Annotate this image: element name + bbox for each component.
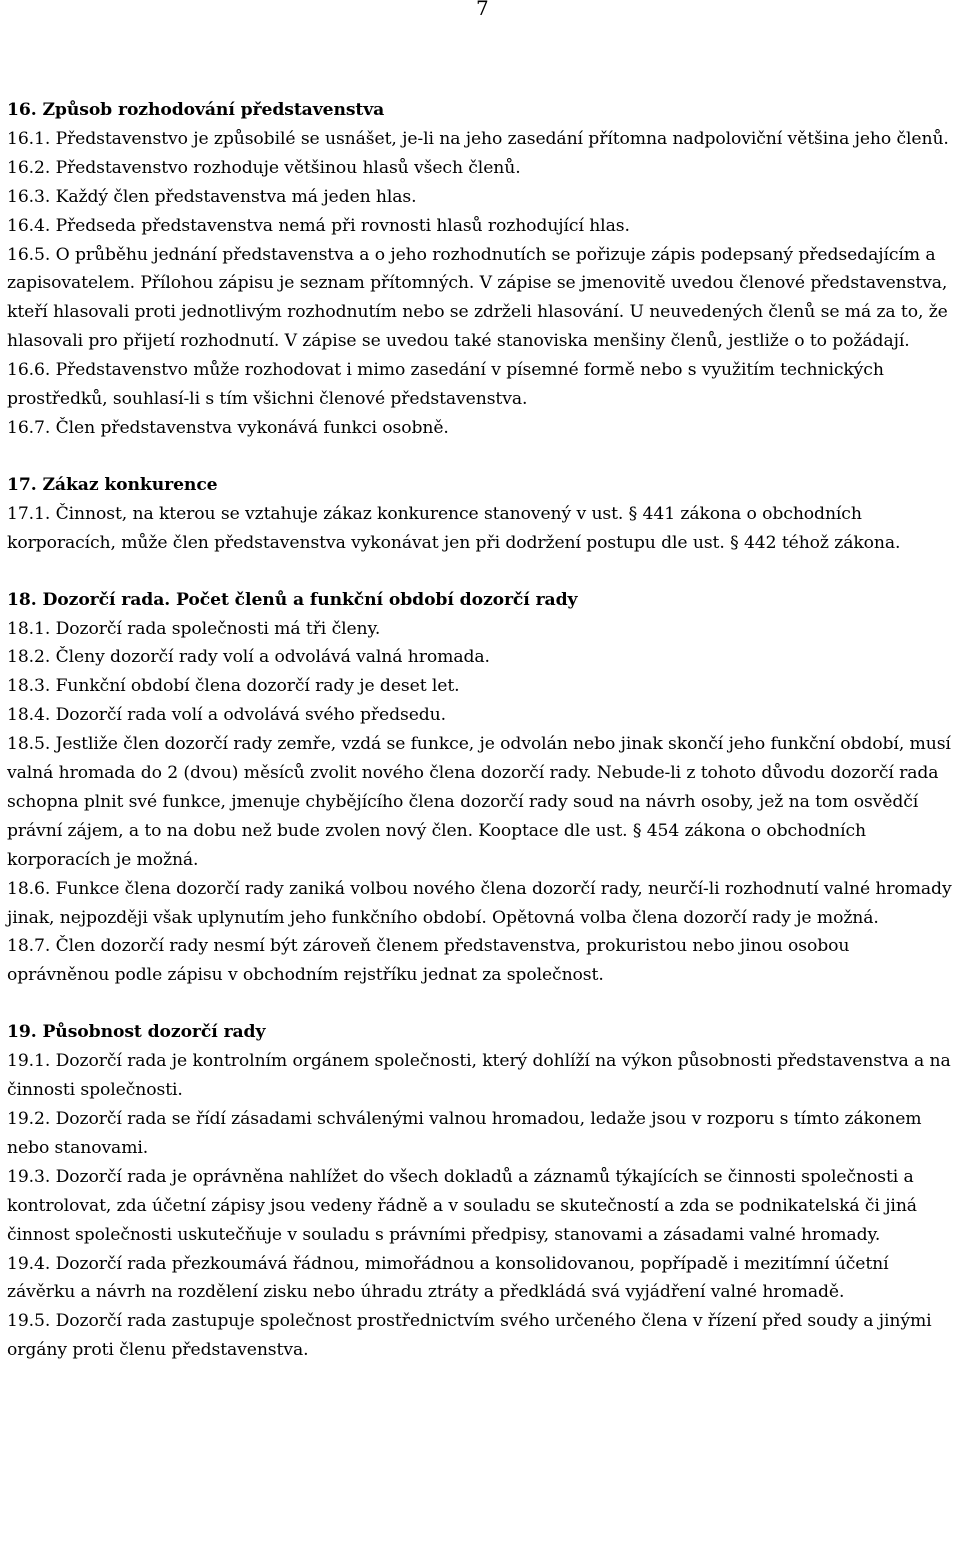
clause: 16.1. Představenstvo je způsobilé se usnášet, je-li na jeho zasedání přítomna nadpoloviční většina jeho členů. — [7, 128, 949, 149]
clause: 18.2. Členy dozorčí rady volí a odvolává valná hromada. — [7, 647, 490, 668]
section-title: 18. Dozorčí rada. Počet členů a funkční období dozorčí rady — [7, 589, 578, 610]
clause: 16.4. Předseda představenstva nemá při rovnosti hlasů rozhodující hlas. — [7, 215, 630, 236]
clause: 16.5. O průběhu jednání představenstva a o jeho rozhodnutích se pořizuje zápis podepsaný předsedajícím a zapisovatelem. Přílohou zápisu je seznam přítomných. V zápise se jmenovitě uvedou členové představenstva, kteří hlasovali proti jednotlivým rozhodnutím nebo se zdrželi hlasování. U neuvedených členů se má za to, že hlasovali pro přijetí rozhodnutí. V zápise se uvedou také stanoviska menšiny členů, jestliže o to požádají. — [7, 244, 948, 352]
clause: 19.1. Dozorčí rada je kontrolním orgánem společnosti, který dohlíží na výkon působnosti představenstva a na činnosti společnosti. — [7, 1051, 951, 1101]
clause: 19.3. Dozorčí rada je oprávněna nahlížet do všech dokladů a záznamů týkajících se činnosti společnosti a kontrolovat, zda účetní zápisy jsou vedeny řádně a v souladu se skutečností a zda se podnikatelská či jiná činnost společnosti uskutečňuje v souladu s právními předpisy, stanovami a zásadami valné hromady. — [7, 1166, 917, 1245]
clause: 16.6. Představenstvo může rozhodovat i mimo zasedání v písemné formě nebo s využitím technických prostředků, souhlasí-li s tím všichni členové představenstva. — [7, 360, 884, 410]
clause: 16.7. Člen představenstva vykonává funkci osobně. — [7, 417, 449, 438]
section-gap — [7, 443, 955, 471]
section-16 — [7, 96, 955, 443]
clause: 18.1. Dozorčí rada společnosti má tři členy. — [7, 618, 381, 639]
section-title: 19. Působnost dozorčí rady — [7, 1022, 266, 1043]
clause: 16.3. Každý člen představenstva má jeden hlas. — [7, 186, 417, 207]
clause: 18.4. Dozorčí rada volí a odvolává svého předsedu. — [7, 705, 447, 726]
section-18 — [7, 586, 955, 991]
clause: 18.7. Člen dozorčí rady nesmí být zároveň členem představenstva, prokuristou nebo jinou osobou oprávněnou podle zápisu v obchodním rejstříku jednat za společnost. — [7, 936, 850, 986]
page-number: 7 — [476, 0, 489, 20]
document-body — [7, 96, 955, 1365]
section-19 — [7, 1018, 955, 1365]
clause: 19.2. Dozorčí rada se řídí zásadami schválenými valnou hromadou, ledaže jsou v rozporu s tímto zákonem nebo stanovami. — [7, 1109, 922, 1158]
clause: 18.5. Jestliže člen dozorčí rady zemře, vzdá se funkce, je odvolán nebo jinak skončí jeho funkční období, musí valná hromada do 2 (dvou) měsíců zvolit nového člena dozorčí rady. Nebude-li z tohoto důvodu dozorčí rada schopna plnit své funkce, jmenuje chybějícího člena dozorčí rady soud na návrh osoby, jež na tom osvědčí právní zájem, a to na dobu než bude zvolen nový člen. Kooptace dle ust. § 454 zákona o obchodních korporacích je možná. — [7, 734, 951, 870]
clause: 18.6. Funkce člena dozorčí rady zaniká volbou nového člena dozorčí rady, neurčí-li rozhodnutí valné hromady jinak, nejpozději však uplynutím jeho funkčního období. Opětovná volba člena dozorčí rady je možná. — [7, 878, 952, 928]
section-17 — [7, 471, 955, 558]
clause: 17.1. Činnost, na kterou se vztahuje zákaz konkurence stanovený v ust. § 441 zákona o obchodních korporacích, může člen představenstva vykonávat jen při dodržení postupu dle ust. § 442 téhož zákona. — [7, 503, 901, 553]
clause: 19.4. Dozorčí rada přezkoumává řádnou, mimořádnou a konsolidovanou, popřípadě i mezitímní účetní závěrku a návrh na rozdělení zisku nebo úhradu ztráty a předkládá svá vyjádření valné hromadě. — [7, 1253, 889, 1303]
clause: 18.3. Funkční období člena dozorčí rady je deset let. — [7, 676, 460, 697]
section-title: 17. Zákaz konkurence — [7, 474, 218, 495]
clause: 16.2. Představenstvo rozhoduje většinou hlasů všech členů. — [7, 157, 521, 178]
section-gap — [7, 990, 955, 1018]
section-gap — [7, 558, 955, 586]
clause: 19.5. Dozorčí rada zastupuje společnost prostřednictvím svého určeného člena v řízení před soudy a jinými orgány proti členu představenstva. — [7, 1311, 932, 1361]
section-title: 16. Způsob rozhodování představenstva — [7, 100, 385, 120]
